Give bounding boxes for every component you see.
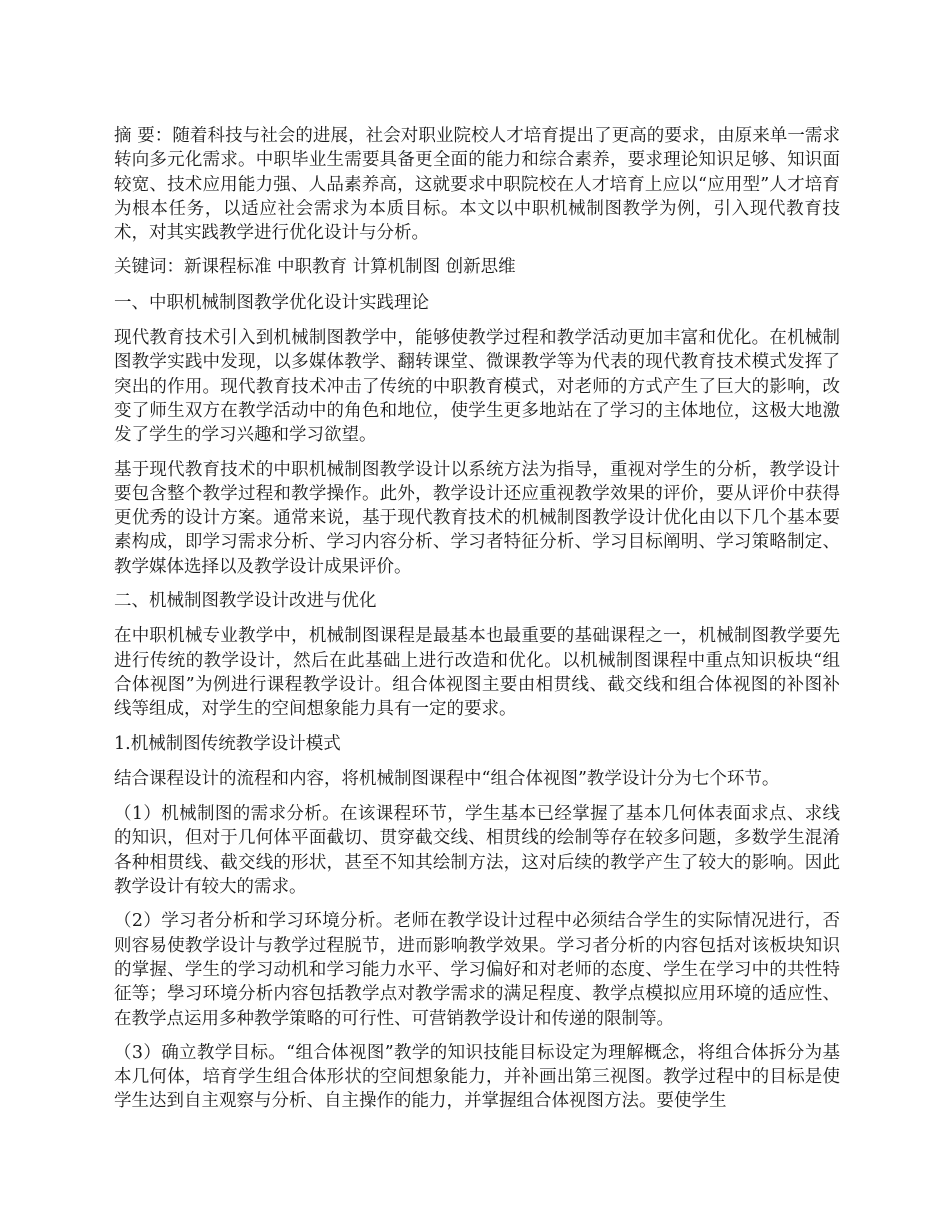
abstract-paragraph: 摘 要：随着科技与社会的进展，社会对职业院校人才培育提出了更高的要求，由原来单一需求转向多元化需求。中职毕业生需要具备更全面的能力和综合素养，要求理论知识足够、知识面较宽、技术应用能力强、人品素养高，这就要求中职院校在人才培育上应以“应用型”人才培育为根本任务，以适应社会需求为本质目标。本文以中职机械制图教学为例，引入现代教育技术，对其实践教学进行优化设计与分析。: [114, 126, 840, 244]
body-paragraph: 基于现代教育技术的中职机械制图教学设计以系统方法为指导，重视对学生的分析，教学设计要包含整个教学过程和教学操作。此外，教学设计还应重视教学效果的评价，要从评价中获得更优秀的设计方案。通常来说，基于现代教育技术的机械制图教学设计优化由以下几个基本要素构成，即学习需求分析、学习内容分析、学习者特征分析、学习目标阐明、学习策略制定、教学媒体选择以及教学设计成果评价。: [114, 459, 840, 577]
subsection-heading-1: 1.机械制图传统教学设计模式: [114, 733, 341, 754]
section-heading-1: 一、中职机械制图教学优化设计实践理论: [114, 292, 429, 313]
list-item: （3）确立教学目标。“组合体视图”教学的知识技能目标设定为理解概念，将组合体拆分为基本几何体，培育学生组合体形状的空间想象能力，并补画出第三视图。教学过程中的目标是使学生达到自主观察与分析、自主操作的能力，并掌握组合体视图方法。要使学生: [114, 1042, 840, 1112]
body-paragraph: 在中职机械专业教学中，机械制图课程是最基本也最重要的基础课程之一，机械制图教学要先进行传统的教学设计，然后在此基础上进行改造和优化。以机械制图课程中重点知识板块“组合体视图”为例进行课程教学设计。组合体视图主要由相贯线、截交线和组合体视图的补图补线等组成，对学生的空间想象能力具有一定的要求。: [114, 626, 840, 720]
document-page: [114, 124, 840, 1124]
list-item: （2）学习者分析和学习环境分析。老师在教学设计过程中必须结合学生的实际情况进行，否则容易使教学设计与教学过程脱节，进而影响教学效果。学习者分析的内容包括对该板块知识的掌握、学生的学习动机和学习能力水平、学习偏好和对老师的态度、学生在学习中的共性特征等；學习环境分析内容包括教学点对教学需求的满足程度、教学点模拟应用环境的适应性、在教学点运用多种教学策略的可行性、可营销教学设计和传递的限制等。: [114, 911, 840, 1029]
section-heading-2: 二、机械制图教学设计改进与优化: [114, 591, 377, 612]
list-item: （1）机械制图的需求分析。在该课程环节，学生基本已经掌握了基本几何体表面求点、求线的知识，但对于几何体平面截切、贯穿截交线、相贯线的绘制等存在较多问题，多数学生混淆各种相贯线、截交线的形状，甚至不知其绘制方法，这对后续的教学产生了较大的影响。因此教学设计有较大的需求。: [114, 804, 840, 898]
body-paragraph: 结合课程设计的流程和内容，将机械制图课程中“组合体视图”教学设计分为七个环节。: [114, 768, 780, 789]
body-paragraph: 现代教育技术引入到机械制图教学中，能够使教学过程和教学活动更加丰富和优化。在机械制图教学实践中发现，以多媒体教学、翻转课堂、微课教学等为代表的现代教育技术模式发挥了突出的作用。现代教育技术冲击了传统的中职教育模式，对老师的方式产生了巨大的影响，改变了师生双方在教学活动中的角色和地位，使学生更多地站在了学习的主体地位，这极大地激发了学生的学习兴趣和学习欲望。: [114, 328, 840, 446]
keywords-line: 关键词：新课程标准 中职教育 计算机制图 创新思维: [114, 257, 516, 278]
